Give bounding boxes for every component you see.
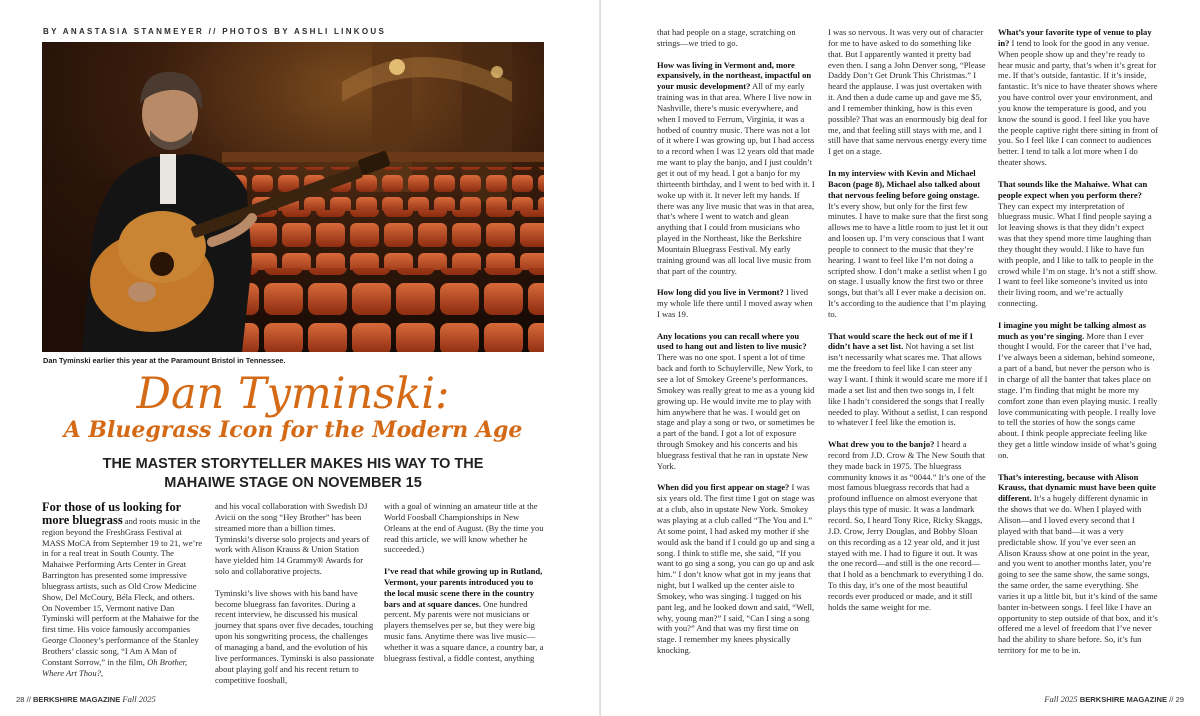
qa-block xyxy=(384,566,544,664)
performer-photo xyxy=(42,42,544,352)
qa-block xyxy=(828,168,988,320)
question: That’s interesting, because with Alison Krauss, that dynamic must have been quite different. xyxy=(998,471,1156,504)
question: That sounds like the Mahaiwe. What can people expect when you perform there? xyxy=(998,178,1148,200)
answer: I was six years old. The first time I got on stage was at a club, also in upstate New York. Smokey was playing at a club called “The You and I.” At some point, I had asked my mother if she would ask the band if I could go up and sing a song. I think to stifle me, she said, “If you want to go sing a song, you can go up and ask him.” I don’t know what got in my jeans that night, but I walked up the center aisle to Smokey, who was singing. I tugged on his pant leg, and he looked down and said, “Well, why, young man?” I said, “Can I sing a song with you?” And that was my first time on stage. I remember my knees physically knocking. xyxy=(657,482,815,656)
answer: I heard a record from J.D. Crow & The New South that they made back in 1975. The bluegrass community knows it as “0044.” It’s one of the most famous bluegrass records that had a profound influence on almost everyone that plays this type of music. It was a landmark record. So, I heard Tony Rice, Ricky Skaggs, J.D. Crow, Jerry Douglas, and Bobby Sloan on this recording as a 12 year old, and it just stayed with me. I had to figure it out. It was the one record—and still is the one record—that I hold as a benchmark to everything I do. To this day, it’s one of the most beautiful records ever produced or made, and it still holds the same weight for me. xyxy=(828,439,986,612)
qa-block xyxy=(657,287,817,320)
paragraph: I was so nervous. It was very out of character for me to have asked to do something like that. But I apparently wanted it pretty bad even then. I sang a John Denver song, “Please Daddy Don’t Get Drunk This Christmas.” I heard the applause. I was just overtaken with it. And then a dude came up and gave me $5, and I remember thinking, how is this even possible? That was an enormously big deal for me, and that feeling still stays with me, and I still have that same nervous energy every time I get on a stage. xyxy=(828,27,988,157)
text-column-2 xyxy=(215,501,375,696)
qa-block xyxy=(998,472,1158,656)
text-column-5 xyxy=(828,27,988,623)
question: When did you first appear on stage? xyxy=(657,482,790,493)
photo-caption: Dan Tyminski earlier this year at the Paramount Bristol in Tennessee. xyxy=(43,356,286,365)
question: What drew you to the banjo? xyxy=(828,439,935,450)
byline: BY ANASTASIA STANMEYER // PHOTOS BY ASHLI LINKOUS xyxy=(43,27,387,36)
paragraph: Tyminski’s live shows with his band have become bluegrass fan favorites. During a recent interview, he discussed his musical journey that spans over five decades, touching upon his songwriting process, the challenges of managing a band, and the evolution of his live performances. Tyminski is also passionate about playing golf and his recent return to competitive foosball, xyxy=(215,587,375,685)
question: Any locations you can recall where you used to hang out and listen to live music? xyxy=(657,330,807,352)
paragraph: with a goal of winning an amateur title at the World Foosball Championships in New Orleans at the end of August. (By the time you read this article, we will know whether he succeeded.) xyxy=(384,501,544,555)
text-column-6 xyxy=(998,27,1158,667)
film-title: Oh Brother, Where Art Thou? xyxy=(42,656,188,678)
answer: More than I ever thought I would. For the career that I’ve had, I’ve always been a sideman, behind someone, a part of a band, but never the person who is in charge of all the banter that takes place on stage. I’m finding that might be more my comfort zone than even playing music. I really love communicating with people. I really love to tell the stories of how the songs came about. I think people appreciate feeling like they get a little window inside of what’s going on. xyxy=(998,330,1158,460)
paragraph: that had people on a stage, scratching on strings—we tried to go. xyxy=(657,27,796,48)
question: How long did you live in Vermont? xyxy=(657,287,784,298)
qa-block xyxy=(657,482,817,656)
question: That would scare the heck out of me if I didn’t have a set list. xyxy=(828,330,973,352)
question: In my interview with Kevin and Michael Bacon (page 8), Michael also talked about that nervous feeling before going onstage. xyxy=(828,167,981,200)
qa-block xyxy=(998,320,1158,461)
lead-in: For those of us looking for more bluegrass xyxy=(42,500,181,527)
qa-block xyxy=(998,179,1158,309)
lead-paragraph: For those of us looking for more bluegrass and roots music in the region beyond the FreshGrass Festival at MASS MoCA from September 19 to 21, we’re in for a real treat in South County. The Mahaiwe Performing Arts Center in Great Barrington has presented some impressive bluegrass artists, such as Old Crow Medicine Show, Del McCoury, Béla Fleck, and others. On November 15, Vermont native Dan Tyminski will perform at the Mahaiwe for the first time. His voice famously accompanies George Clooney’s performance of the Stanley Brothers’ classic song, “I Am A Man of Constant Sorrow,” in the film, Oh Brother, Where Art Thou?, xyxy=(42,500,203,678)
answer: It’s every show, but only for the first few minutes. I have to make sure that the first song allows me to have a little room to just let it out and loosen up. I’m very conscious that I want people to connect to the music that they’re hearing. I want to feel like I’m not doing a scripted show. I don’t make a setlist when I go on stage. I usually know the first two or three songs, but that’s all I ever make a decision on. It’s according to the audience that I’m playing to. xyxy=(828,200,988,319)
paragraph: and his vocal collaboration with Swedish DJ Avicii on the song “Hey Brother” has been streamed more than a billion times. Tyminski’s diverse solo projects and years of work with Alison Krauss & Union Station have yielded him 14 Grammy® Awards for solo and collaborative projects. xyxy=(215,501,370,577)
answer: They can expect my interpretation of bluegrass music. What I find people saying a lot leaving shows is that they didn’t expect was that they spend more time laughing than they thought they would. I like to have fun with people, and I like to talk to people in the crowd while I’m on stage. It’s not a stiff show. I want to feel like someone’s invited us into their living room, and we’re actually connecting. xyxy=(998,200,1158,309)
answer: I lived my whole life there until I moved away when I was 19. xyxy=(657,287,813,319)
answer: One hundred percent. My parents were not musicians or players themselves per se, but they were big music fans. Anytime there was live music—whether it was a square dance, a country bar, a bluegrass festival, a fiddle contest, anything xyxy=(384,598,544,663)
right-page xyxy=(600,0,1200,716)
qa-block xyxy=(657,60,817,277)
article-title: Dan Tyminski: xyxy=(136,369,450,419)
answer: There was no one spot. I spent a lot of time back and forth to Schuylerville, New York, to see a lot of Smokey Greene’s performances. Smokey was really great to me as a young kid growing up. He would invite me to play with him anywhere that he was. I would get on stage and play a song or two, or sometimes be a part of the band. I got a lot of exposure through Smokey and his concerts and his bluegrass festival that he ran in upstate New York. xyxy=(657,352,815,471)
qa-block xyxy=(828,331,988,429)
qa-block xyxy=(657,331,817,472)
question: How was living in Vermont and, more expansively, in the northeast, impactful on your music development? xyxy=(657,59,812,92)
answer: I tend to look for the good in any venue. When people show up and they’re ready to hear music and party, that’s when it’s great for me. If that’s outside, fantastic. If it’s inside, fantastic. It’s nice to have theater shows where you have control over your environment, and you know the temperature is good, and you know the sound is good. I feel like you have the people captive right there sitting in front of you. So I feel like I can connect to audiences better. I tend to talk a lot more when I do theater shows. xyxy=(998,37,1158,168)
article-subtitle: A Bluegrass Icon for the Modern Age xyxy=(63,417,523,443)
answer: All of my early training was in that area. Where I live now in Nashville, there’s music everywhere, and when I moved to Ferrum, Virginia, it was a hotbed of country music. There was not a lot of it where I was growing up, but I had access to a record when I was 12 years old that made me want to play the banjo, and I just couldn’t get it out of my head. I got a banjo for my thirteenth birthday, and I went to bed with it. I woke up with it. It never left my hands. If there was any live music that was in that area, that’s where I went to watch and glean anything that I could from musicians who played in the Northeast, like the Berkshire Mountain Bluegrass Festival. My early training ground was all local live music from that part of the country. xyxy=(657,81,815,276)
qa-block xyxy=(828,439,988,613)
right-folio: Fall 2025 BERKSHIRE MAGAZINE // 29 xyxy=(1044,694,1184,704)
question: I’ve read that while growing up in Rutland, Vermont, your parents introduced you to the local music scene there in the country bars and at square dances. xyxy=(384,566,543,609)
qa-block xyxy=(998,27,1158,168)
text-column-1 xyxy=(42,501,202,689)
question: I imagine you might be talking almost as much as you’re singing. xyxy=(998,319,1146,341)
question: What’s your favorite type of venue to play in? xyxy=(998,27,1152,48)
left-folio: 28 // BERKSHIRE MAGAZINE Fall 2025 xyxy=(16,694,156,704)
text-column-4 xyxy=(657,27,817,667)
text-column-3 xyxy=(384,501,544,675)
answer: Not having a set list isn’t necessarily what scares me. That allows me the freedom to feel like I can steer any way I want. I think it would scare me more if I made a set list and then two songs in, I felt like I hadn’t considered the songs that I really needed to play. Without a setlist, I can respond to whatever I feel like the emotion is. xyxy=(828,341,988,428)
article-deck: THE MASTER STORYTELLER MAKES HIS WAY TO THE MAHAIWE STAGE ON NOVEMBER 15 xyxy=(102,456,484,491)
answer: It’s a hugely different dynamic in the shows that we do. When I played with Alison—and I loved every second that I played with that band—it was a very predictable show. If you’ve ever seen an Alison Krauss show at one point in the year, and you went to another months later, you’re going to see the same show, the same songs, the same order, the same everything. She varies it up a little bit, but it’s kind of the same banter in-between songs. I feel like I have an opportunity to step outside of that box, and it’s offered me a level of freedom that I’ve never had the ability to share before. So, it’s fun territory for me to be in. xyxy=(998,493,1158,656)
